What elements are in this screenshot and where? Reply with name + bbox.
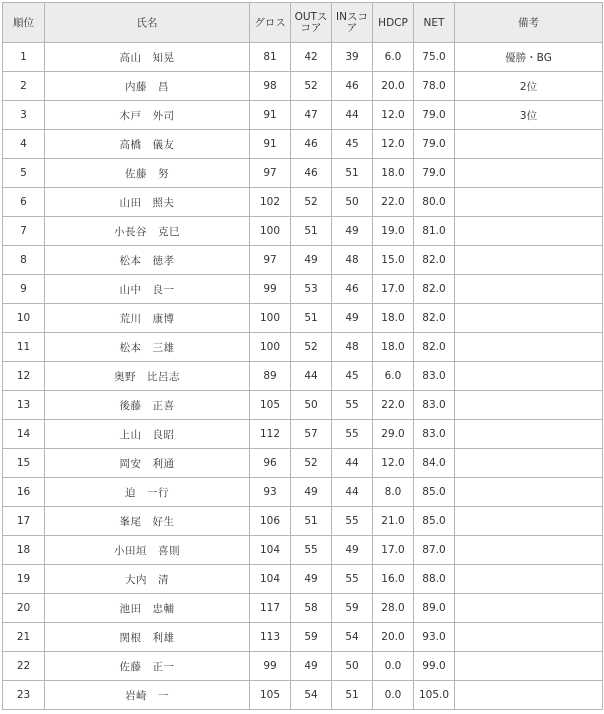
cell-note: [455, 130, 603, 159]
cell-in-score: 46: [332, 275, 373, 304]
cell-net: 84.0: [414, 449, 455, 478]
cell-rank: 4: [3, 130, 45, 159]
cell-net: 99.0: [414, 652, 455, 681]
cell-out-score: 52: [291, 72, 332, 101]
cell-note: [455, 536, 603, 565]
cell-gross: 104: [250, 565, 291, 594]
table-row: [3, 449, 603, 478]
cell-name: 関根 利雄: [45, 623, 250, 652]
cell-name: 岡安 利通: [45, 449, 250, 478]
table-row: [3, 43, 603, 72]
header-hdcp: HDCP: [373, 3, 414, 43]
cell-out-score: 54: [291, 681, 332, 710]
cell-rank: 17: [3, 507, 45, 536]
header-rank: 順位: [3, 3, 45, 43]
cell-out-score: 58: [291, 594, 332, 623]
cell-note: [455, 304, 603, 333]
cell-out-score: 46: [291, 159, 332, 188]
cell-in-score: 44: [332, 478, 373, 507]
cell-name: 高橋 儀友: [45, 130, 250, 159]
cell-name: 上山 良昭: [45, 420, 250, 449]
cell-rank: 8: [3, 246, 45, 275]
cell-gross: 89: [250, 362, 291, 391]
cell-out-score: 44: [291, 362, 332, 391]
cell-note: [455, 449, 603, 478]
cell-gross: 105: [250, 391, 291, 420]
cell-in-score: 55: [332, 420, 373, 449]
cell-note: [455, 275, 603, 304]
cell-hdcp: 18.0: [373, 304, 414, 333]
cell-note: [455, 594, 603, 623]
cell-note: [455, 188, 603, 217]
cell-rank: 7: [3, 217, 45, 246]
cell-out-score: 49: [291, 478, 332, 507]
header-out-score: OUTスコア: [291, 3, 332, 43]
cell-name: 峯尾 好生: [45, 507, 250, 536]
cell-net: 78.0: [414, 72, 455, 101]
cell-note: [455, 623, 603, 652]
cell-hdcp: 20.0: [373, 623, 414, 652]
cell-out-score: 59: [291, 623, 332, 652]
cell-gross: 105: [250, 681, 291, 710]
table-row: [3, 130, 603, 159]
cell-net: 93.0: [414, 623, 455, 652]
cell-out-score: 47: [291, 101, 332, 130]
cell-name: 荒川 康博: [45, 304, 250, 333]
cell-out-score: 49: [291, 246, 332, 275]
cell-note: [455, 420, 603, 449]
cell-hdcp: 28.0: [373, 594, 414, 623]
cell-name: 岩崎 一: [45, 681, 250, 710]
cell-rank: 5: [3, 159, 45, 188]
cell-note: [455, 333, 603, 362]
cell-out-score: 49: [291, 565, 332, 594]
cell-out-score: 57: [291, 420, 332, 449]
cell-note: 3位: [455, 101, 603, 130]
cell-name: 迫 一行: [45, 478, 250, 507]
cell-hdcp: 22.0: [373, 391, 414, 420]
cell-hdcp: 12.0: [373, 130, 414, 159]
cell-name: 佐藤 正一: [45, 652, 250, 681]
cell-gross: 99: [250, 652, 291, 681]
cell-out-score: 51: [291, 304, 332, 333]
cell-in-score: 49: [332, 217, 373, 246]
cell-name: 山中 良一: [45, 275, 250, 304]
cell-rank: 23: [3, 681, 45, 710]
cell-hdcp: 19.0: [373, 217, 414, 246]
cell-name: 小長谷 克巳: [45, 217, 250, 246]
cell-net: 85.0: [414, 507, 455, 536]
table-row: [3, 391, 603, 420]
table-header: [3, 3, 603, 43]
cell-in-score: 55: [332, 507, 373, 536]
cell-net: 83.0: [414, 420, 455, 449]
cell-hdcp: 20.0: [373, 72, 414, 101]
cell-in-score: 51: [332, 159, 373, 188]
cell-in-score: 44: [332, 101, 373, 130]
cell-out-score: 51: [291, 217, 332, 246]
cell-out-score: 46: [291, 130, 332, 159]
cell-note: [455, 478, 603, 507]
results-table: [2, 2, 603, 710]
cell-out-score: 52: [291, 188, 332, 217]
cell-gross: 100: [250, 217, 291, 246]
cell-rank: 22: [3, 652, 45, 681]
cell-in-score: 50: [332, 652, 373, 681]
cell-in-score: 49: [332, 536, 373, 565]
cell-hdcp: 18.0: [373, 159, 414, 188]
cell-net: 82.0: [414, 304, 455, 333]
cell-hdcp: 15.0: [373, 246, 414, 275]
cell-net: 79.0: [414, 159, 455, 188]
cell-gross: 112: [250, 420, 291, 449]
cell-rank: 14: [3, 420, 45, 449]
cell-name: 大内 清: [45, 565, 250, 594]
table-row: [3, 623, 603, 652]
cell-net: 83.0: [414, 362, 455, 391]
cell-in-score: 55: [332, 565, 373, 594]
header-in-score: INスコア: [332, 3, 373, 43]
cell-net: 80.0: [414, 188, 455, 217]
cell-hdcp: 0.0: [373, 652, 414, 681]
cell-hdcp: 12.0: [373, 101, 414, 130]
cell-in-score: 45: [332, 130, 373, 159]
cell-in-score: 48: [332, 333, 373, 362]
header-note: 備考: [455, 3, 603, 43]
cell-rank: 21: [3, 623, 45, 652]
header-net: NET: [414, 3, 455, 43]
table-row: [3, 594, 603, 623]
cell-rank: 1: [3, 43, 45, 72]
cell-note: [455, 217, 603, 246]
cell-gross: 117: [250, 594, 291, 623]
cell-in-score: 49: [332, 304, 373, 333]
cell-hdcp: 6.0: [373, 43, 414, 72]
cell-in-score: 55: [332, 391, 373, 420]
cell-rank: 12: [3, 362, 45, 391]
cell-rank: 16: [3, 478, 45, 507]
cell-note: [455, 565, 603, 594]
table-row: [3, 681, 603, 710]
cell-gross: 93: [250, 478, 291, 507]
cell-rank: 6: [3, 188, 45, 217]
cell-hdcp: 22.0: [373, 188, 414, 217]
cell-hdcp: 16.0: [373, 565, 414, 594]
cell-rank: 18: [3, 536, 45, 565]
cell-note: 優勝・BG: [455, 43, 603, 72]
cell-name: 奥野 比呂志: [45, 362, 250, 391]
cell-gross: 100: [250, 304, 291, 333]
table-row: [3, 217, 603, 246]
table-row: [3, 159, 603, 188]
cell-gross: 104: [250, 536, 291, 565]
cell-rank: 13: [3, 391, 45, 420]
table-row: [3, 536, 603, 565]
cell-gross: 97: [250, 246, 291, 275]
cell-rank: 20: [3, 594, 45, 623]
cell-name: 後藤 正喜: [45, 391, 250, 420]
cell-out-score: 49: [291, 652, 332, 681]
cell-hdcp: 6.0: [373, 362, 414, 391]
cell-hdcp: 17.0: [373, 275, 414, 304]
cell-in-score: 39: [332, 43, 373, 72]
table-row: [3, 478, 603, 507]
cell-name: 山田 照夫: [45, 188, 250, 217]
cell-hdcp: 18.0: [373, 333, 414, 362]
table-row: [3, 246, 603, 275]
cell-name: 松本 三雄: [45, 333, 250, 362]
cell-note: 2位: [455, 72, 603, 101]
table-row: [3, 333, 603, 362]
cell-net: 81.0: [414, 217, 455, 246]
cell-name: 池田 忠輔: [45, 594, 250, 623]
cell-name: 松本 徳孝: [45, 246, 250, 275]
cell-out-score: 52: [291, 333, 332, 362]
cell-gross: 96: [250, 449, 291, 478]
cell-rank: 11: [3, 333, 45, 362]
cell-gross: 97: [250, 159, 291, 188]
cell-out-score: 50: [291, 391, 332, 420]
cell-rank: 10: [3, 304, 45, 333]
cell-rank: 2: [3, 72, 45, 101]
cell-net: 105.0: [414, 681, 455, 710]
cell-gross: 106: [250, 507, 291, 536]
cell-net: 79.0: [414, 101, 455, 130]
header-name: 氏名: [45, 3, 250, 43]
table-row: [3, 652, 603, 681]
cell-note: [455, 362, 603, 391]
cell-in-score: 45: [332, 362, 373, 391]
cell-out-score: 42: [291, 43, 332, 72]
table-row: [3, 420, 603, 449]
cell-note: [455, 246, 603, 275]
cell-net: 79.0: [414, 130, 455, 159]
cell-gross: 81: [250, 43, 291, 72]
table-row: [3, 101, 603, 130]
cell-hdcp: 12.0: [373, 449, 414, 478]
cell-rank: 9: [3, 275, 45, 304]
cell-out-score: 53: [291, 275, 332, 304]
cell-gross: 102: [250, 188, 291, 217]
cell-name: 小田垣 喜則: [45, 536, 250, 565]
cell-rank: 15: [3, 449, 45, 478]
cell-gross: 99: [250, 275, 291, 304]
cell-rank: 19: [3, 565, 45, 594]
cell-name: 佐藤 努: [45, 159, 250, 188]
table-row: [3, 275, 603, 304]
cell-name: 木戸 外司: [45, 101, 250, 130]
cell-gross: 91: [250, 101, 291, 130]
cell-note: [455, 681, 603, 710]
table-row: [3, 72, 603, 101]
cell-in-score: 51: [332, 681, 373, 710]
cell-gross: 100: [250, 333, 291, 362]
cell-gross: 91: [250, 130, 291, 159]
cell-name: 高山 知晃: [45, 43, 250, 72]
cell-net: 85.0: [414, 478, 455, 507]
cell-in-score: 50: [332, 188, 373, 217]
cell-note: [455, 507, 603, 536]
header-row: [3, 3, 603, 43]
table-row: [3, 304, 603, 333]
cell-rank: 3: [3, 101, 45, 130]
cell-in-score: 44: [332, 449, 373, 478]
cell-net: 89.0: [414, 594, 455, 623]
cell-in-score: 48: [332, 246, 373, 275]
cell-gross: 113: [250, 623, 291, 652]
cell-hdcp: 21.0: [373, 507, 414, 536]
cell-net: 82.0: [414, 246, 455, 275]
cell-net: 82.0: [414, 275, 455, 304]
cell-name: 内藤 昌: [45, 72, 250, 101]
cell-note: [455, 652, 603, 681]
cell-hdcp: 17.0: [373, 536, 414, 565]
cell-hdcp: 0.0: [373, 681, 414, 710]
table-row: [3, 565, 603, 594]
table-body: [3, 43, 603, 710]
cell-out-score: 55: [291, 536, 332, 565]
cell-net: 87.0: [414, 536, 455, 565]
cell-gross: 98: [250, 72, 291, 101]
cell-in-score: 59: [332, 594, 373, 623]
cell-net: 75.0: [414, 43, 455, 72]
cell-out-score: 52: [291, 449, 332, 478]
cell-net: 82.0: [414, 333, 455, 362]
table-row: [3, 188, 603, 217]
cell-hdcp: 29.0: [373, 420, 414, 449]
cell-note: [455, 159, 603, 188]
cell-out-score: 51: [291, 507, 332, 536]
table-row: [3, 507, 603, 536]
cell-in-score: 46: [332, 72, 373, 101]
cell-note: [455, 391, 603, 420]
cell-in-score: 54: [332, 623, 373, 652]
results-table-container: [2, 2, 603, 710]
table-row: [3, 362, 603, 391]
cell-net: 88.0: [414, 565, 455, 594]
header-gross: グロス: [250, 3, 291, 43]
cell-hdcp: 8.0: [373, 478, 414, 507]
cell-net: 83.0: [414, 391, 455, 420]
